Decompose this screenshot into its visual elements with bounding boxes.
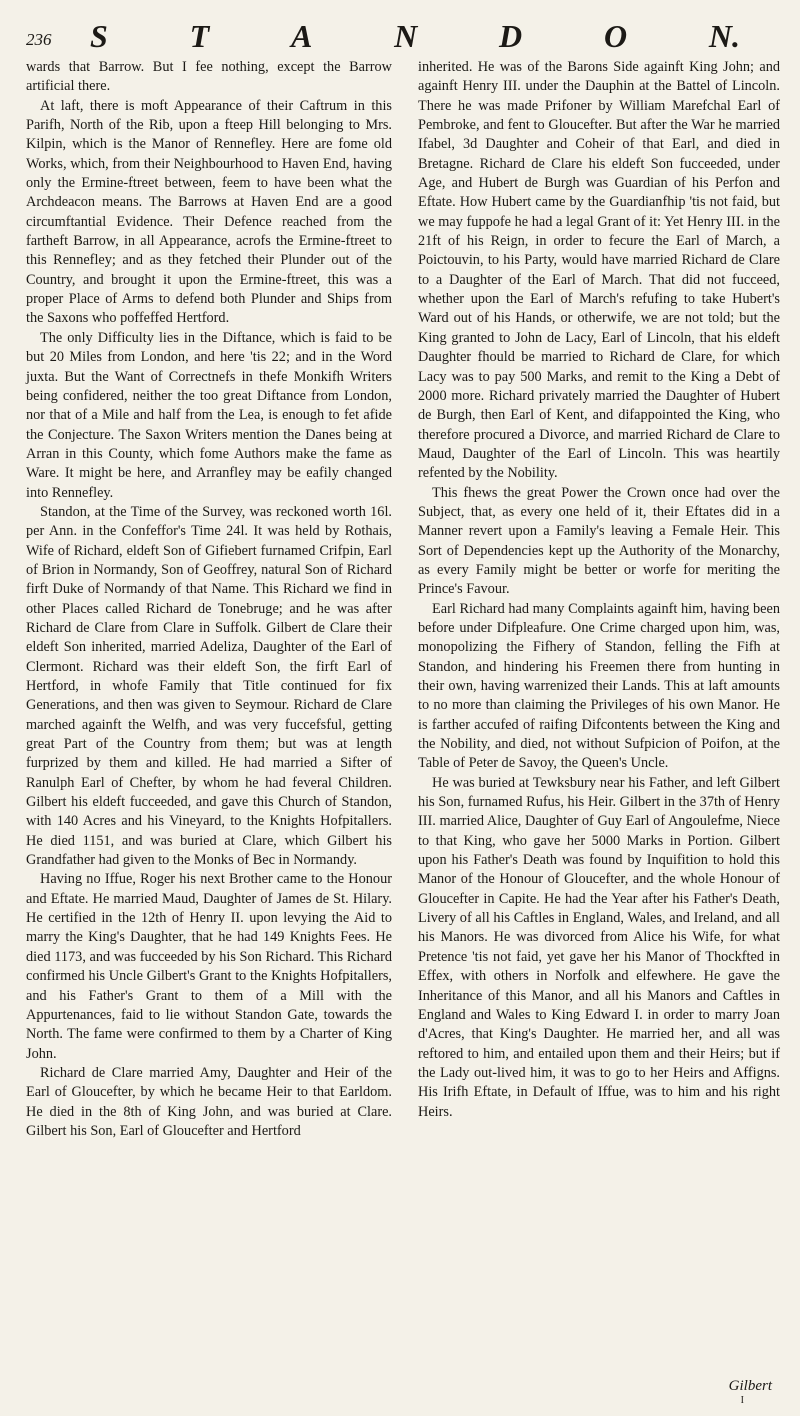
paragraph: inherited. He was of the Barons Side againft King John; and againft Henry III. under the Dauphin at the Battel of Lincoln. There he was made Prifoner by William Marefchal Earl of Pembroke, and fent to Gloucefter. But after the War he married Ifabel, 3d Daughter and Coheir of that Earl, and died in Bretagne. Richard de Clare his eldeft Son fucceeded, under Age, and Hubert de Burgh was Guardian of his Perfon and Eftate. How Hubert came by the Guardianfhip 'tis not faid, but we may fuppofe he had a legal Grant of it: Yet Henry III. in the 21ft of his Reign, in order to fecure the Earl of March, a Poictouvin, to his Party, would have married Richard de Clare to a Daughter of the Earl of March. That did not fucceed, whether upon the Earl of March's refufing to take Hubert's Ward out of his Hands, or otherwife, we are not told; but the King granted to John de Lacy, Earl of Lincoln, that his eldeft Daughter fhould be married to Richard de Clare, for which Lacy was to pay 500 Marks, and remit to the King a Debt of 2000 more. Richard privately married the Daughter of Hubert de Burgh, then Earl of Kent, and difappointed the King, who therefore procured a Divorce, and married Richard de Clare to Maud, Daughter of the Earl of Lincoln. This was heartily refented by the Nobility. <box>418 59 780 482</box>
paragraph: Richard de Clare married Amy, Daughter and Heir of the Earl of Gloucefter, by which he became Heir to that Earldom. He died in the 8th of King John, and was buried at Clare. Gilbert his Son, Earl of Gloucefter and Hertford <box>26 1064 392 1139</box>
left-column <box>26 58 392 1141</box>
running-head-letter: T <box>189 18 210 54</box>
paragraph: This fhews the great Power the Crown once had over the Subject, that, as every one held of it, their Eftates did in a Manner revert upon a Family's leaving a Female Heir. This Sort of Dependencies kept up the Authority of the Monarchy, as every Family might be better or worfe for meriting the Prince's Favour. <box>418 484 780 598</box>
paragraph: Earl Richard had many Complaints againft him, having been before under Difpleafure. One Crime charged upon him, was, monopolizing the Fifhery of Standon, felling the Fifh at Standon, and hindering his Freemen there from hunting in their own, having warrenized their Lands. This at laft amounts to no more than claiming the Privileges of his own Manor. He is farther accufed of raifing Difcontents between the King and the Nobility, and died, not without Sufpicion of Poifon, at the Table of Peter de Savoy, the Queen's Uncle. <box>418 600 780 772</box>
running-head <box>90 18 740 55</box>
running-head-letter: A <box>290 18 313 54</box>
catchword: Gilbert <box>728 1378 772 1394</box>
paragraph: The only Difficulty lies in the Diftance, which is faid to be but 20 Miles from London, and here 'tis 22; and in the Word juxta. But the Want of Correctnefs in thefe Monkifh Writers being confidered, neither the too great Diftance from London, nor that of a Mile and half from the Lea, is enough to fet afide the Conjecture. The Saxon Writers mention the Danes being at Arran in this County, which fome Authors make the fame as Ware. It might be here, and Arranfley may be eafily changed into Rennefley. <box>26 329 392 501</box>
running-head-letter: N <box>394 18 418 54</box>
paragraph: He was buried at Tewksbury near his Father, and left Gilbert his Son, furnamed Rufus, his Heir. Gilbert in the 37th of Henry III. married Alice, Daughter of Guy Earl of Angoulefme, Niece to that King, who gave her 5000 Marks in Portion. Gilbert upon his Father's Death was found by Inquifition to hold this Manor of the Honour of Gloucefter, and the whole Honour of Gloucefter in Capite. He had the Year after his Father's Death, Livery of all his Caftles in England, Wales, and Ireland, and all his Manors. He was divorced from Alice his Wife, for what Pretence 'tis not faid, yet gave her his Manor of Thockfted in Effex, with others in Norfolk and elfewhere. He gave the Inheritance of this Manor, and all his Manors and Caftles in England and Wales to King Edward I. in order to marry Joan d'Acres, that King's Daughter. He married her, and all was reftored to him, and entailed upon them and their Heirs; but if the Lady out-lived him, it was to go to her Heirs and Affigns. His Irifh Eftate, in Default of Iffue, was to him and his right Heirs. <box>418 774 780 1120</box>
running-head-letter: D <box>499 18 523 54</box>
right-column <box>418 58 780 1122</box>
page-header <box>0 18 800 58</box>
running-head-letter: O <box>603 18 628 54</box>
paragraph: Standon, at the Time of the Survey, was reckoned worth 16l. per Ann. in the Confeffor's Time 24l. It was held by Rothais, Wife of Richard, eldeft Son of Gifiebert furnamed Crifpin, Earl of Brion in Normandy, Son of Geoffrey, natural Son of Richard firft Duke of Normandy of that Name. This Richard we find in other Places called Richard de Tonebruge; and he was after Richard de Clare from Clare in Suffolk. Gilbert de Clare their eldeft Son inherited, married Adeliza, Daughter of the Earl of Clermont. Richard was their eldeft Son, the firft Earl of Hertford, in whofe Family that Title continued for fix Generations, and then was given to Seymour. Richard de Clare marched againft the Welfh, and was very fuccefsful, getting great Part of the Country from them; but was at length furprized by them and killed. He had married a Sifter of Ranulph Earl of Chefter, by whom he had feveral Children. Gilbert his eldeft fucceeded, and gave this Church of Standon, with 140 Acres and his Vineyard, to the Knights Hofpitallers. He died 1151, and was buried at Clare, which Gilbert his Grandfather had given to the Monks of Bec in Normandy. <box>26 503 392 869</box>
paragraph: Having no Iffue, Roger his next Brother came to the Honour and Eftate. He married Maud, Daughter of James de St. Hilary. He certified in the 12th of Henry II. upon levying the Aid to marry the King's Daughter, that he had 149 Knights Fees. He died 1173, and was fucceeded by his Son Richard. This Richard confirmed his Uncle Gilbert's Grant to the Knights Hofpitallers, and his Father's Grant to them of a Mill with the Appurtenances, faid to lie without Standon Gate, towards the North. The fame were confirmed to them by a Charter of King John. <box>26 871 392 1062</box>
paragraph: wards that Barrow. But I fee nothing, except the Barrow artificial there. <box>26 59 392 95</box>
page-number: 236 <box>26 30 52 49</box>
running-head-letter: N. <box>708 18 740 54</box>
running-head-letter: S <box>90 18 108 54</box>
paragraph: At laft, there is moft Appearance of their Caftrum in this Parifh, North of the Rib, upon a fteep Hill belonging to Mrs. Kilpin, which is the Manor of Rennefley. Here are fome old Works, which, from their Neighbourhood to Haven End, having only the Ermine-ftreet between, feem to have been what the Archdeacon means. The Barrows at Haven End are a good circumftantial Evidence. Their Defence reached from the fartheft Barrow, in all Appearance, acrofs the Ermine-ftreet to this Rennefley; and as they fetched their Plunder out of the Country, and brought it upon the Ermine-ftreet, this was a proper Place of Arms to defend both Plunder and Ships from the Saxons who poffeffed Hertford. <box>26 97 392 327</box>
signature-mark: I <box>740 1395 744 1406</box>
